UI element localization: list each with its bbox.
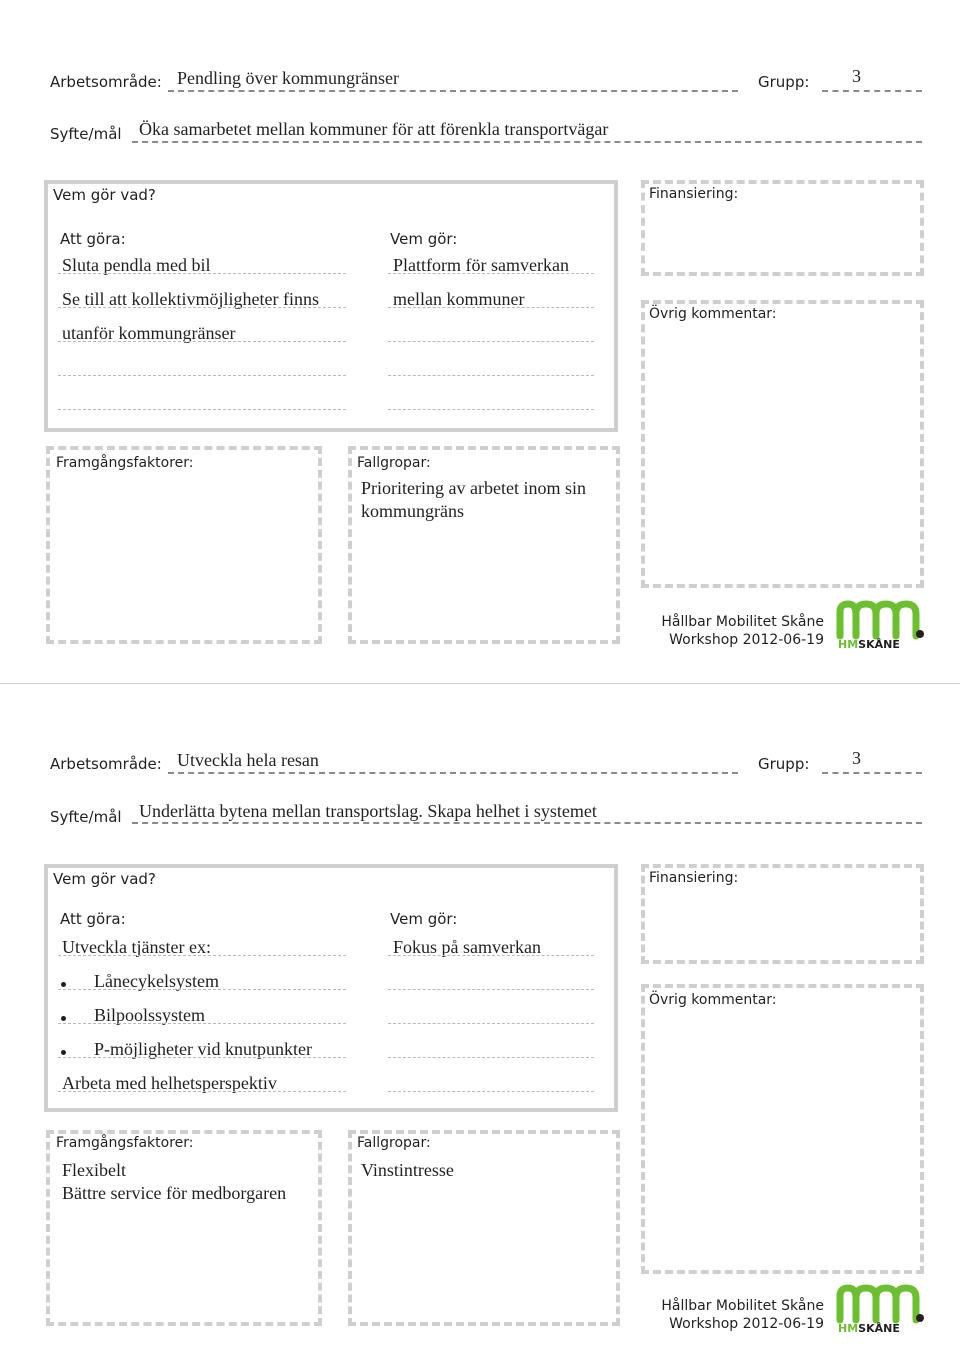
att-gora-rule-5 [58,409,346,410]
syfte-label: Syfte/mål [50,125,122,143]
fallgropar-line-1: Prioritering av arbetet inom sin [361,478,586,498]
workshop-card-1 [0,0,960,683]
fallgropar-line-1: Vinstintresse [361,1160,454,1180]
bullet-1 [61,982,66,987]
syfte-label: Syfte/mål [50,808,122,826]
att-gora-line-1: Sluta pendla med bil [62,255,211,275]
ovrig-kommentar-label: Övrig kommentar: [649,306,777,322]
att-gora-bullet-2: Bilpoolssystem [94,1005,206,1025]
footer-date: Workshop 2012-06-19 [669,1316,824,1332]
att-gora-line-2: Se till att kollektivmöjligheter finns [62,289,319,309]
att-gora-rule-5 [58,1091,346,1092]
ovrig-kommentar-label: Övrig kommentar: [649,992,777,1008]
arbetsomrade-value: Pendling över kommungränser [177,68,399,88]
vem-gor-line-1: Fokus på samverkan [393,937,541,957]
ovrig-kommentar-box [641,984,924,1274]
finansiering-label: Finansiering: [649,870,739,886]
att-gora-label: Att göra: [60,910,126,928]
logo-hm: HM [838,1322,859,1334]
logo-skane: SKÅNE [858,638,900,650]
vem-gor-rule-2 [388,307,594,308]
framgangsfaktorer-label: Framgångsfaktorer: [56,1135,194,1151]
vem-gor-rule-2 [388,989,594,990]
grupp-line [822,90,922,92]
grupp-value: 3 [852,66,861,86]
fallgropar-line-2: kommungräns [361,501,464,521]
vem-gor-vad-label: Vem gör vad? [53,186,156,204]
grupp-label: Grupp: [758,755,810,773]
footer-title: Hållbar Mobilitet Skåne [661,1298,824,1314]
framgangsfaktorer-label: Framgångsfaktorer: [56,455,194,471]
svg-text:HMSKÅNE [838,638,900,650]
syfte-line [132,141,922,143]
framgangsfaktorer-box [46,446,322,644]
bullet-3 [61,1050,66,1055]
vem-gor-line-1: Plattform för samverkan [393,255,569,275]
workshop-card-2 [0,684,960,1367]
att-gora-rule-2 [58,989,346,990]
att-gora-label: Att göra: [60,230,126,248]
finansiering-box [641,180,924,276]
att-gora-rule-1 [58,955,346,956]
vem-gor-rule-1 [388,273,594,274]
vem-gor-line-2: mellan kommuner [393,289,525,309]
fallgropar-label: Fallgropar: [357,1135,431,1151]
vem-gor-label: Vem gör: [390,910,458,928]
grupp-line [822,772,922,774]
att-gora-rule-1 [58,273,346,274]
framgangsfaktorer-line-1: Flexibelt [62,1160,126,1180]
logo-skane: SKÅNE [858,1322,900,1334]
arbetsomrade-line [168,90,738,92]
att-gora-intro: Utveckla tjänster ex: [62,937,211,957]
grupp-label: Grupp: [758,73,810,91]
vem-gor-rule-1 [388,955,594,956]
att-gora-rule-2 [58,307,346,308]
vem-gor-vad-label: Vem gör vad? [53,870,156,888]
framgangsfaktorer-line-2: Bättre service för medborgaren [62,1183,287,1203]
arbetsomrade-line [168,772,738,774]
syfte-value: Underlätta bytena mellan transportslag. Skapa helhet i systemet [139,801,597,821]
att-gora-outro: Arbeta med helhetsperspektiv [62,1073,277,1093]
vem-gor-rule-4 [388,1057,594,1058]
footer-date: Workshop 2012-06-19 [669,632,824,648]
vem-gor-label: Vem gör: [390,230,458,248]
syfte-value: Öka samarbetet mellan kommuner för att förenkla transportvägar [139,119,609,139]
bullet-2 [61,1016,66,1021]
fallgropar-label: Fallgropar: [357,455,431,471]
vem-gor-rule-4 [388,375,594,376]
footer-title: Hållbar Mobilitet Skåne [661,614,824,630]
vem-gor-rule-5 [388,409,594,410]
arbetsomrade-label: Arbetsområde: [50,73,162,91]
grupp-value: 3 [852,748,861,768]
finansiering-box [641,864,924,964]
logo-hm: HM [838,638,859,650]
hm-skane-logo [834,1282,928,1334]
arbetsomrade-value: Utveckla hela resan [177,750,319,770]
ovrig-kommentar-box [641,300,924,588]
vem-gor-rule-3 [388,341,594,342]
vem-gor-rule-3 [388,1023,594,1024]
vem-gor-rule-5 [388,1091,594,1092]
hm-skane-logo [834,598,928,650]
svg-text:HMSKÅNE [838,1322,900,1334]
att-gora-rule-3 [58,341,346,342]
finansiering-label: Finansiering: [649,186,739,202]
syfte-line [132,822,922,824]
att-gora-line-3: utanför kommungränser [62,323,236,343]
att-gora-rule-4 [58,1057,346,1058]
att-gora-rule-4 [58,375,346,376]
att-gora-bullet-3: P-möjligheter vid knutpunkter [94,1039,312,1059]
att-gora-bullet-1: Lånecykelsystem [94,971,219,991]
fallgropar-box [348,446,620,644]
att-gora-rule-3 [58,1023,346,1024]
arbetsomrade-label: Arbetsområde: [50,755,162,773]
